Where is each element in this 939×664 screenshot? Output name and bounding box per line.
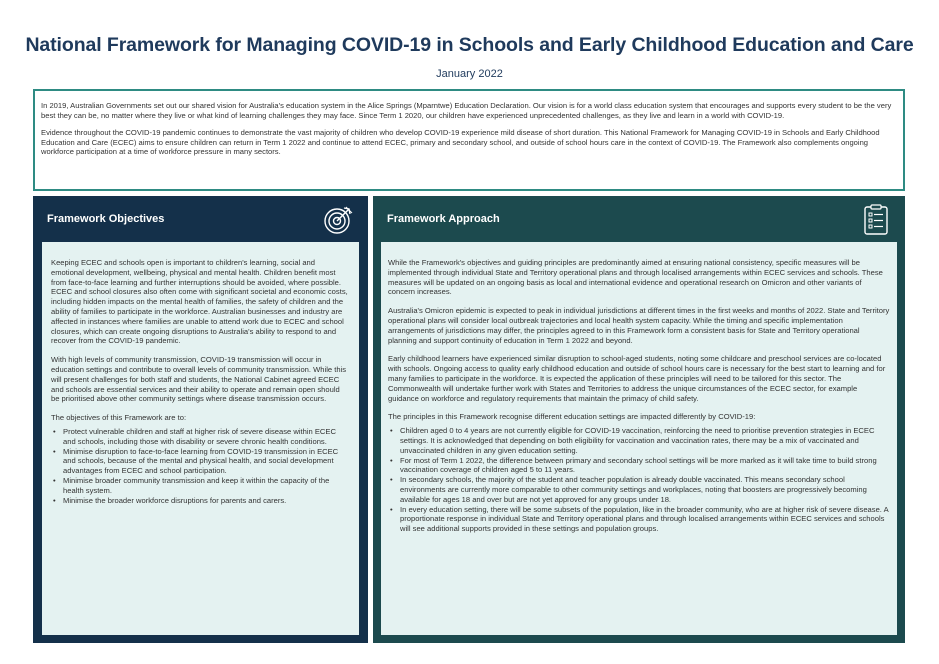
objectives-lead-in: The objectives of this Framework are to: xyxy=(51,413,187,423)
approach-title: Framework Approach xyxy=(387,213,500,225)
approach-paragraph: While the Framework's objectives and guiding principles are predominantly aimed at ensuring national consistency, specific measures will be implemented through individual State and Territory operational plans and through localised arrangements within ECEC services and schools. These measures will be updated on an ongoing basis as local and international evidence and operational research on Omicron and other variants of concern increases. xyxy=(388,258,883,297)
objectives-paragraph: With high levels of community transmission, COVID-19 transmission will occur in education settings and contribute to overall levels of community transmission. While this will present challenges for both staff and students, the National Cabinet agreed ECEC and schools are essential services and their ability to operate and remain open should be prioritised above other community settings where disease transmission occurs. xyxy=(51,355,347,404)
checklist-icon xyxy=(860,204,892,236)
intro-paragraph: In 2019, Australian Governments set out our shared vision for Australia's education system in the Alice Springs (Mparntwe) Education Declaration. Our vision is for a world class education system that encourages and supports every student to be the very best they can be, no matter where they live or what kind of learning challenges they may face. Since Term 1 2020, our children have experienced unprecedented challenges, as they live and learn in a world with COVID-19. xyxy=(41,101,892,120)
objectives-title: Framework Objectives xyxy=(47,213,165,225)
objectives-body xyxy=(42,242,359,635)
approach-paragraph: Early childhood learners have experienced similar disruption to school-aged students, noting some childcare and preschool services are co-located with schools. Ongoing access to quality early childhood education and outside of school hours care is necessary for the best start to learning and for many families to participate in the workforce. It is expected the application of these principles will need to be tailored for this sector. The Commonwealth will undertake further work with States and Territories to address the unique circumstances of the ECEC sector, for example guidance on workforce and regulatory requirements that maintain the primacy of child safety. xyxy=(388,354,886,403)
objectives-panel xyxy=(33,196,368,643)
list-item: • Minimise broader community transmission and keep it within the capacity of the health system. xyxy=(51,476,350,496)
list-item: • Protect vulnerable children and staff at higher risk of severe disease within ECEC and schools, including those with disability or severe chronic health conditions. xyxy=(51,427,350,447)
intro-paragraph: Evidence throughout the COVID-19 pandemic continues to demonstrate the vast majority of children who develop COVID-19 experience mild disease of short duration. This National Framework for Managing COVID-19 in Schools and Early Childhood Education and Care (ECEC) aims to ensure children can return in Term 1 2022 and continue to attend ECEC, primary and secondary school, and outside of school hours care in the context of COVID-19. The Framework also complements ongoing workforce participation at a time of workforce pressure in many sectors. xyxy=(41,128,880,157)
approach-paragraph: Australia's Omicron epidemic is expected to peak in individual jurisdictions at different times in the first weeks and months of 2022. State and Territory operational plans will consider local outbreak trajectories and local health system capacity. While the timing and specific implementation arrangements of jurisdictions may differ, the principles agreed to in this Framework form a consistent basis for State and Territory operational planning and support continuity of education in Term 1 2022 and beyond. xyxy=(388,306,890,345)
list-item: • Minimise disruption to face-to-face learning from COVID-19 transmission in ECEC and schools, because of the mental and physical health, and social development advantages from ECEC and school participation. xyxy=(51,447,350,476)
list-item: • In secondary schools, the majority of the student and teacher population is already double vaccinated. This means secondary school environments are currently more comparable to other community settings and workplaces, noting that boosters are progressively becoming available for ages 18 and over but are not yet approved for any groups under 18. xyxy=(388,475,890,504)
page-title: National Framework for Managing COVID-19 in Schools and Early Childhood Education and Care xyxy=(25,34,914,56)
list-item: • In every education setting, there will be some subsets of the population, like in the broader community, who are at higher risk of severe disease. A proportionate response in individual State and Territory operational plans and through localised arrangements within ECEC services and schools will see additional supports provided in these settings and population groups. xyxy=(388,505,890,534)
intro-box xyxy=(33,89,905,191)
approach-panel xyxy=(373,196,905,643)
approach-header xyxy=(373,196,905,242)
list-item: • Children aged 0 to 4 years are not currently eligible for COVID-19 vaccination, reinforcing the need to prioritise prevention strategies in ECEC settings. It is acknowledged that depending on both eligibility for vaccination and vaccination rates, there may be a mix of vaccinated and unvaccinated children in any given education setting. xyxy=(388,426,890,455)
list-item: • Minimise the broader workforce disruptions for parents and carers. xyxy=(51,496,350,506)
page-date: January 2022 xyxy=(436,68,503,80)
objectives-list xyxy=(51,427,350,505)
target-icon xyxy=(322,204,354,236)
objectives-header xyxy=(33,196,368,242)
objectives-paragraph: Keeping ECEC and schools open is important to children's learning, social and emotional development, wellbeing, physical and mental health. Children benefit most from face-to-face learning and further interruptions should be avoided, where possible. ECEC and school closures also often come with significant societal and economic costs, including hidden impacts on the mental health of families, the safety of children and the ability of families to participate in the workforce. Australian businesses and industry are affected in instances where families are unable to attend work due to ECEC and school closures, which can create ongoing disruptions to Australia's ability to respond to and recover from the COVID-19 pandemic. xyxy=(51,258,348,346)
approach-lead-in: The principles in this Framework recognise different education settings are impacted differently by COVID-19: xyxy=(388,412,756,422)
approach-body xyxy=(381,242,897,635)
list-item: • For most of Term 1 2022, the difference between primary and secondary school settings will be more marked as it will take time to build strong vaccination coverage of children aged 5 to 11 years. xyxy=(388,456,890,476)
approach-list xyxy=(388,426,890,534)
